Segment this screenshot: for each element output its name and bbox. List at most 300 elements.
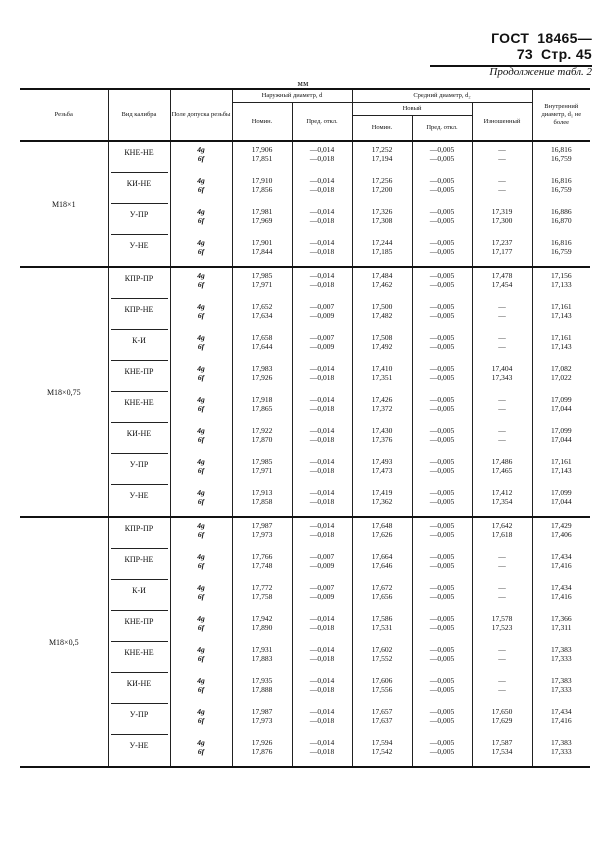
pitch-nominal-cell [353,423,412,454]
outer-nominal-value: 17,931 [251,645,273,655]
pitch-deviation-value: —0,005 [429,561,455,571]
tolerance-value: 4g [197,333,205,343]
header-pitch-diameter: Средний диаметр, d₂ [352,89,532,102]
pitch-deviation-value: —0,005 [429,685,455,695]
inner-diameter-cell [533,673,591,704]
tolerance-field [171,392,232,423]
pitch-nominal-value: 17,200 [371,185,393,195]
inner-diameter-value: 17,044 [550,404,572,414]
inner-diameter-value: 17,416 [550,592,572,602]
outer-deviation-value: —0,018 [309,716,335,726]
worn-diameter-value: 17,177 [491,247,513,257]
outer-nominal-value: 17,971 [251,280,273,290]
inner-diameter-value: 17,099 [550,488,572,498]
gauge-type: У-НЕ [129,491,149,501]
outer-deviation-value: —0,014 [309,521,335,531]
gauge-type-column [108,267,170,517]
gauge-type: КНЕ-НЕ [111,392,168,423]
outer-deviation-value: —0,018 [309,623,335,633]
tolerance-value: 4g [197,645,205,655]
gauge-type: КНЕ-НЕ [111,642,168,673]
pitch-nominal-value: 17,426 [371,395,393,405]
outer-nominal-value: 17,758 [251,592,273,602]
outer-deviation-cell [293,735,352,766]
pitch-deviation-value: —0,005 [429,302,455,312]
outer-nominal-value: 17,748 [251,561,273,571]
gauge-type-column [108,141,170,267]
tolerance-value: 6f [197,747,205,757]
pitch-nominal-value: 17,656 [371,592,393,602]
worn-diameter-value: — [498,645,506,655]
pitch-deviation-value: —0,005 [429,747,455,757]
tolerance-value: 6f [197,685,205,695]
gauge-type: У-НЕ [129,241,149,251]
tolerance-field [171,549,232,580]
thread-designation: M18×1 [51,199,76,209]
tolerance-value: 4g [197,426,205,436]
gauge-type: КНЕ-ПР [111,361,168,392]
outer-deviation-cell [293,642,352,673]
outer-deviation-cell [293,268,352,299]
inner-diameter-cell [533,235,591,266]
inner-diameter-value: 17,311 [551,623,572,633]
tolerance-field [171,361,232,392]
pitch-deviation-value: —0,005 [429,247,455,257]
tolerance-value: 6f [197,435,205,445]
pitch-nominal-value: 17,308 [371,216,393,226]
inner-diameter-cell [533,454,591,485]
standard-number: 18465—73 [516,30,592,62]
thread-group [20,517,590,767]
pitch-nominal-cell [353,454,412,485]
outer-deviation-value: —0,014 [309,426,335,436]
outer-nominal-value: 17,969 [251,216,273,226]
header-pitch-deviation: Пред. откл. [412,115,472,141]
pitch-nominal-value: 17,376 [371,435,393,445]
outer-deviation-value: —0,014 [309,488,335,498]
tolerance-field [171,299,232,330]
thread-group [20,141,590,267]
table-row [20,267,590,517]
pitch-deviation-cell [413,173,472,204]
gauge-type: КПР-ПР [111,268,168,299]
outer-deviation-value: —0,014 [309,145,335,155]
outer-nominal-column [232,517,292,767]
inner-diameter-value: 17,022 [550,373,572,383]
outer-deviation-value: —0,018 [309,530,335,540]
outer-nominal-cell [233,735,292,766]
worn-diameter-value: 17,237 [491,238,513,248]
pitch-deviation-column [412,141,472,267]
pitch-deviation-value: —0,005 [429,583,455,593]
inner-diameter-value: 17,161 [550,302,572,312]
outer-nominal-value: 17,942 [251,614,273,624]
pitch-deviation-value: —0,005 [429,738,455,748]
gauge-dimensions-table [20,88,590,768]
pitch-nominal-cell [353,268,412,299]
pitch-nominal-cell [353,704,412,735]
outer-nominal-column [232,141,292,267]
inner-diameter-value: 16,816 [550,145,572,155]
worn-diameter-cell [473,142,532,173]
tolerance-value: 4g [197,488,205,498]
worn-diameter-cell [473,485,532,516]
thread-group [20,267,590,517]
outer-deviation-column [292,517,352,767]
worn-diameter-cell [473,611,532,642]
pitch-deviation-cell [413,580,472,611]
outer-nominal-value: 17,935 [251,676,273,686]
pitch-nominal-value: 17,500 [371,302,393,312]
header-thread: Резьба [20,89,108,141]
outer-deviation-cell [293,673,352,704]
outer-nominal-cell [233,549,292,580]
pitch-deviation-value: —0,005 [429,238,455,248]
worn-diameter-value: — [498,395,506,405]
gauge-type: У-ПР [111,454,168,485]
worn-diameter-value: — [498,685,506,695]
worn-diameter-value: 17,534 [491,747,513,757]
outer-nominal-value: 17,918 [251,395,273,405]
outer-deviation-value: —0,014 [309,676,335,686]
pitch-deviation-cell [413,518,472,549]
tolerance-value: 4g [197,676,205,686]
outer-nominal-value: 17,858 [251,497,273,507]
pitch-deviation-cell [413,330,472,361]
inner-diameter-cell [533,392,591,423]
outer-deviation-cell [293,299,352,330]
pitch-deviation-cell [413,611,472,642]
inner-diameter-value: 17,383 [550,676,572,686]
inner-diameter-value: 17,099 [550,426,572,436]
pitch-nominal-cell [353,485,412,516]
inner-diameter-value: 17,366 [550,614,572,624]
inner-diameter-value: 17,429 [550,521,572,531]
pitch-nominal-value: 17,419 [371,488,393,498]
outer-deviation-value: —0,018 [309,497,335,507]
tolerance-field [171,235,232,266]
outer-deviation-cell [293,423,352,454]
worn-diameter-value: — [498,654,506,664]
worn-diameter-value: 17,343 [491,373,513,383]
outer-nominal-cell [233,204,292,235]
outer-deviation-value: —0,009 [309,592,335,602]
outer-nominal-cell [233,704,292,735]
outer-nominal-value: 17,658 [251,333,273,343]
outer-nominal-value: 17,870 [251,435,273,445]
pitch-deviation-value: —0,005 [429,435,455,445]
tolerance-field [171,142,232,173]
outer-nominal-value: 17,926 [251,738,273,748]
worn-diameter-value: 17,319 [491,207,513,217]
outer-nominal-value: 17,985 [251,457,273,467]
pitch-deviation-value: —0,005 [429,280,455,290]
outer-nominal-cell [233,299,292,330]
worn-diameter-cell [473,580,532,611]
inner-diameter-value: 17,082 [550,364,572,374]
tolerance-value: 4g [197,238,205,248]
inner-diameter-value: 17,044 [550,497,572,507]
pitch-deviation-value: —0,005 [429,426,455,436]
pitch-deviation-cell [413,642,472,673]
inner-diameter-value: 17,383 [550,738,572,748]
outer-nominal-cell [233,173,292,204]
outer-deviation-value: —0,018 [309,435,335,445]
worn-diameter-cell [473,454,532,485]
tolerance-value: 4g [197,457,205,467]
inner-diameter-value: 17,333 [550,685,572,695]
outer-nominal-cell [233,580,292,611]
outer-deviation-value: —0,018 [309,247,335,257]
tolerance-field [171,735,232,766]
pitch-nominal-cell [353,580,412,611]
inner-diameter-cell [533,330,591,361]
tolerance-value: 4g [197,583,205,593]
pitch-deviation-cell [413,704,472,735]
tolerance-field [171,268,232,299]
outer-deviation-value: —0,014 [309,207,335,217]
pitch-deviation-value: —0,005 [429,676,455,686]
inner-diameter-column [532,267,590,517]
inner-diameter-value: 17,156 [550,271,572,281]
inner-diameter-cell [533,204,591,235]
units-label: мм [297,80,309,88]
page-number: Стр. 45 [541,46,592,62]
outer-nominal-cell [233,268,292,299]
outer-nominal-value: 17,973 [251,530,273,540]
pitch-nominal-value: 17,664 [371,552,393,562]
standard-label: ГОСТ [491,30,530,46]
tolerance-column [170,267,232,517]
inner-diameter-column [532,517,590,767]
worn-diameter-cell [473,173,532,204]
pitch-nominal-value: 17,648 [371,521,393,531]
header-outer-deviation: Пред. откл. [292,102,352,141]
inner-diameter-value: 17,406 [550,530,572,540]
pitch-deviation-value: —0,005 [429,342,455,352]
outer-deviation-value: —0,018 [309,685,335,695]
outer-nominal-column [232,267,292,517]
worn-diameter-value: — [498,583,506,593]
pitch-nominal-value: 17,244 [371,238,393,248]
tolerance-value: 4g [197,271,205,281]
inner-diameter-value: 17,333 [550,654,572,664]
pitch-nominal-value: 17,542 [371,747,393,757]
pitch-nominal-value: 17,362 [371,497,393,507]
outer-nominal-value: 17,906 [251,145,273,155]
outer-nominal-value: 17,973 [251,716,273,726]
outer-nominal-cell [233,423,292,454]
tolerance-value: 6f [197,247,205,257]
pitch-deviation-value: —0,005 [429,716,455,726]
pitch-deviation-value: —0,005 [429,333,455,343]
worn-diameter-cell [473,299,532,330]
gauge-type: У-ПР [111,704,168,735]
inner-diameter-cell [533,423,591,454]
outer-nominal-value: 17,634 [251,311,273,321]
header-outer-diameter: Наружный диаметр, d [232,89,352,102]
worn-diameter-value: 17,412 [491,488,513,498]
inner-diameter-cell [533,361,591,392]
header-gauge-type: Вид калибра [108,89,170,141]
outer-deviation-value: —0,018 [309,154,335,164]
worn-diameter-value: 17,642 [491,521,513,531]
pitch-nominal-value: 17,482 [371,311,393,321]
inner-diameter-value: 16,816 [550,238,572,248]
pitch-nominal-cell [353,549,412,580]
outer-nominal-value: 17,888 [251,685,273,695]
tolerance-value: 4g [197,364,205,374]
inner-diameter-value: 17,143 [550,342,572,352]
gauge-type: КНЕ-НЕ [111,142,168,173]
pitch-nominal-value: 17,462 [371,280,393,290]
inner-diameter-value: 17,416 [550,561,572,571]
outer-nominal-value: 17,876 [251,747,273,757]
outer-deviation-value: —0,007 [309,552,335,562]
outer-deviation-value: —0,014 [309,395,335,405]
inner-diameter-value: 17,434 [550,583,572,593]
pitch-deviation-value: —0,005 [429,654,455,664]
pitch-deviation-cell [413,673,472,704]
tolerance-value: 4g [197,302,205,312]
continuation-note: Продолжение табл. 2 [489,66,592,78]
pitch-nominal-cell [353,518,412,549]
outer-deviation-value: —0,009 [309,561,335,571]
pitch-nominal-column [352,141,412,267]
pitch-nominal-value: 17,637 [371,716,393,726]
inner-diameter-value: 17,416 [550,716,572,726]
pitch-deviation-cell [413,485,472,516]
header-tolerance-field: Поле допуска резьбы [170,89,232,141]
worn-diameter-value: 17,629 [491,716,513,726]
pitch-nominal-cell [353,611,412,642]
tolerance-value: 6f [197,342,205,352]
pitch-deviation-value: —0,005 [429,521,455,531]
tolerance-field [171,611,232,642]
gauge-type: КИ-НЕ [111,673,168,704]
tolerance-value: 4g [197,614,205,624]
pitch-nominal-cell [353,392,412,423]
worn-diameter-value: — [498,435,506,445]
worn-diameter-cell [473,392,532,423]
tolerance-value: 6f [197,466,205,476]
outer-nominal-cell [233,518,292,549]
inner-diameter-cell [533,485,591,516]
worn-diameter-column [472,141,532,267]
tolerance-value: 4g [197,707,205,717]
tolerance-value: 4g [197,738,205,748]
table-row [20,517,590,767]
tolerance-field [171,642,232,673]
pitch-nominal-value: 17,185 [371,247,393,257]
pitch-nominal-cell [353,142,412,173]
worn-diameter-value: — [498,404,506,414]
pitch-nominal-value: 17,556 [371,685,393,695]
pitch-deviation-value: —0,005 [429,497,455,507]
pitch-nominal-cell [353,330,412,361]
pitch-nominal-cell [353,299,412,330]
inner-diameter-value: 16,816 [550,176,572,186]
pitch-deviation-value: —0,005 [429,271,455,281]
gauge-type: КИ-НЕ [111,173,168,204]
outer-deviation-value: —0,018 [309,185,335,195]
worn-diameter-value: — [498,185,506,195]
pitch-nominal-value: 17,473 [371,466,393,476]
outer-deviation-cell [293,392,352,423]
pitch-deviation-cell [413,235,472,266]
worn-diameter-value: — [498,145,506,155]
inner-diameter-cell [533,735,591,766]
tolerance-value: 4g [197,176,205,186]
outer-deviation-value: —0,009 [309,311,335,321]
gauge-type: КПР-НЕ [111,299,168,330]
table-header [20,89,590,141]
tolerance-field [171,485,232,516]
tolerance-field [171,454,232,485]
worn-diameter-value: 17,587 [491,738,513,748]
pitch-deviation-value: —0,005 [429,466,455,476]
gauge-type: КПР-ПР [111,518,168,549]
outer-deviation-column [292,141,352,267]
outer-deviation-value: —0,014 [309,238,335,248]
worn-diameter-cell [473,518,532,549]
gauge-type: К-И [111,330,168,361]
inner-diameter-cell [533,549,591,580]
outer-nominal-value: 17,981 [251,207,273,217]
pitch-deviation-value: —0,005 [429,707,455,717]
outer-deviation-cell [293,142,352,173]
worn-diameter-value: 17,650 [491,707,513,717]
inner-diameter-cell [533,268,591,299]
outer-deviation-value: —0,018 [309,654,335,664]
worn-diameter-value: 17,523 [491,623,513,633]
tolerance-value: 4g [197,552,205,562]
outer-nominal-value: 17,652 [251,302,273,312]
outer-nominal-value: 17,913 [251,488,273,498]
pitch-nominal-value: 17,672 [371,583,393,593]
inner-diameter-value: 17,133 [550,280,572,290]
worn-diameter-value: — [498,592,506,602]
worn-diameter-cell [473,235,532,266]
outer-deviation-value: —0,014 [309,364,335,374]
pitch-nominal-value: 17,351 [371,373,393,383]
worn-diameter-value: 17,454 [491,280,513,290]
pitch-deviation-value: —0,005 [429,457,455,467]
outer-deviation-value: —0,018 [309,747,335,757]
pitch-deviation-value: —0,005 [429,207,455,217]
pitch-deviation-cell [413,454,472,485]
outer-nominal-cell [233,330,292,361]
worn-diameter-column [472,267,532,517]
outer-deviation-value: —0,014 [309,645,335,655]
inner-diameter-cell [533,580,591,611]
pitch-nominal-value: 17,508 [371,333,393,343]
inner-diameter-cell [533,173,591,204]
inner-diameter-value: 17,434 [550,552,572,562]
pitch-nominal-value: 17,256 [371,176,393,186]
thread-designation: M18×0,75 [46,387,81,397]
worn-diameter-cell [473,423,532,454]
tolerance-value: 6f [197,623,205,633]
pitch-nominal-column [352,267,412,517]
header-outer-nominal: Номин. [232,102,292,141]
pitch-deviation-cell [413,268,472,299]
pitch-deviation-value: —0,005 [429,373,455,383]
pitch-deviation-cell [413,392,472,423]
pitch-nominal-value: 17,552 [371,654,393,664]
tolerance-value: 6f [197,154,205,164]
pitch-nominal-value: 17,252 [371,145,393,155]
